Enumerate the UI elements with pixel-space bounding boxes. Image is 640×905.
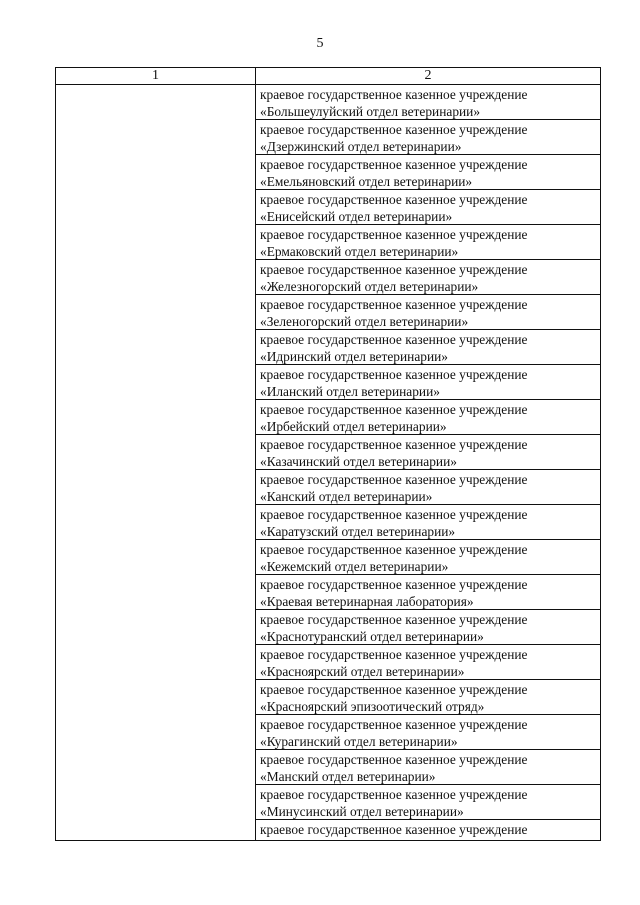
institution-name: «Каратузский отдел ветеринарии» [260,524,456,539]
institution-entry [256,225,600,260]
institution-name: «Большеулуйский отдел ветеринарии» [260,104,481,119]
institution-entry [256,645,600,680]
institution-name: «Идринский отдел ветеринарии» [260,349,448,364]
institution-entry [256,190,600,225]
institution-name: «Енисейский отдел ветеринарии» [260,209,453,224]
institution-type: краевое государственное казенное учреждение [260,367,528,382]
institution-entry [256,435,600,470]
institution-type: краевое государственное казенное учреждение [260,752,528,767]
institution-name: «Дзержинский отдел ветеринарии» [260,139,462,154]
institution-type: краевое государственное казенное учреждение [260,577,528,592]
institution-entry [256,785,600,820]
institution-name: «Красноярский эпизоотический отряд» [260,699,485,714]
institution-type: краевое государственное казенное учреждение [260,682,528,697]
column-header-2: 2 [256,68,601,85]
institution-name: «Казачинский отдел ветеринарии» [260,454,457,469]
institution-entry [256,295,600,330]
institution-type: краевое государственное казенное учреждение [260,612,528,627]
institution-name: «Краевая ветеринарная лаборатория» [260,594,474,609]
institution-name: «Курагинский отдел ветеринарии» [260,734,458,749]
institution-type: краевое государственное казенное учреждение [260,437,528,452]
institution-name: «Железногорский отдел ветеринарии» [260,279,479,294]
institution-type: краевое государственное казенное учреждение [260,647,528,662]
institution-entry [256,400,600,435]
institution-entry [256,575,600,610]
institution-type: краевое государственное казенное учреждение [260,157,528,172]
table-body-row [56,85,601,841]
institution-name: «Емельяновский отдел ветеринарии» [260,174,473,189]
institution-name: «Канский отдел ветеринарии» [260,489,433,504]
table-header-row [56,68,601,85]
column-1-cell [56,85,256,841]
institution-entry [256,680,600,715]
institution-type: краевое государственное казенное учреждение [260,122,528,137]
column-header-1: 1 [56,68,256,85]
institution-type: краевое государственное казенное учреждение [260,542,528,557]
institution-name: «Красноярский отдел ветеринарии» [260,664,465,679]
institution-entry [256,330,600,365]
institution-type: краевое государственное казенное учреждение [260,472,528,487]
institution-entry [256,715,600,750]
institution-entry [256,365,600,400]
institution-name: «Иланский отдел ветеринарии» [260,384,440,399]
institution-entry [256,750,600,785]
institution-entry [256,610,600,645]
institution-type: краевое государственное казенное учреждение [260,717,528,732]
page-number: 5 [316,36,324,51]
institution-type: краевое государственное казенное учреждение [260,227,528,242]
institution-entry-partial: краевое государственное казенное учреждение [260,822,528,837]
institution-name: «Ирбейский отдел ветеринарии» [260,419,447,434]
institution-entry [256,155,600,190]
column-2-cell [256,85,601,841]
institution-entry [256,505,600,540]
institution-type: краевое государственное казенное учреждение [260,332,528,347]
institution-type: краевое государственное казенное учреждение [260,297,528,312]
institution-type: краевое государственное казенное учреждение [260,787,528,802]
institution-entry [256,85,600,120]
institution-entry [256,120,600,155]
institution-type: краевое государственное казенное учреждение [260,262,528,277]
institution-entry [256,470,600,505]
institution-name: «Ермаковский отдел ветеринарии» [260,244,459,259]
institution-name: «Зеленогорский отдел ветеринарии» [260,314,469,329]
institution-type: краевое государственное казенное учреждение [260,402,528,417]
institution-name: «Минусинский отдел ветеринарии» [260,804,464,819]
institution-type: краевое государственное казенное учреждение [260,192,528,207]
institution-name: «Кежемский отдел ветеринарии» [260,559,449,574]
institution-name: «Краснотуранский отдел ветеринарии» [260,629,484,644]
institution-entry [256,540,600,575]
institution-entry [256,260,600,295]
institution-name: «Манский отдел ветеринарии» [260,769,436,784]
institutions-table [55,67,601,841]
institution-type: краевое государственное казенное учреждение [260,87,528,102]
institution-type: краевое государственное казенное учреждение [260,507,528,522]
